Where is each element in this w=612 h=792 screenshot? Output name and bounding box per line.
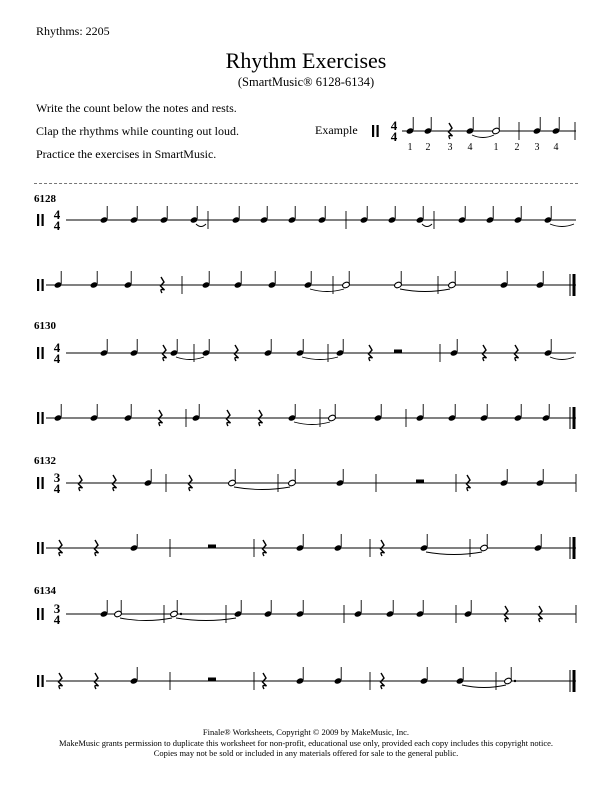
tie	[310, 289, 344, 292]
count-label-6: 2	[514, 142, 520, 153]
page-subtitle: (SmartMusic® 6128-6134)	[237, 75, 375, 89]
time-signature-bottom: 4	[53, 218, 61, 233]
count-label-3: 3	[447, 142, 453, 153]
time-signature-bottom: 4	[390, 129, 398, 144]
tie	[294, 422, 330, 425]
percussion-clef	[42, 347, 44, 359]
percussion-clef	[42, 542, 44, 554]
exercise-number-6134: 6134	[34, 585, 56, 597]
count-label-4: 4	[467, 142, 473, 153]
footer-line-3: Copies may not be sold or included in any materials offered for sale to the general public.	[153, 748, 459, 758]
time-signature-top: 4	[53, 340, 61, 355]
half-rest	[208, 545, 216, 549]
percussion-clef	[37, 214, 39, 226]
final-bar-thick	[573, 274, 576, 296]
tie	[196, 224, 206, 227]
augmentation-dot	[514, 680, 516, 682]
example-label: Example	[315, 123, 358, 137]
count-label-2: 2	[425, 142, 431, 153]
half-rest	[208, 678, 216, 682]
tie	[472, 135, 494, 138]
exercise-number-6130: 6130	[34, 320, 56, 332]
time-signature-bottom: 4	[53, 351, 61, 366]
percussion-clef	[372, 125, 374, 137]
tie	[426, 552, 482, 555]
final-bar-thick	[573, 670, 576, 692]
count-label-8: 4	[553, 142, 559, 153]
tie	[176, 357, 204, 360]
footer-line-2: MakeMusic grants permission to duplicate this worksheet for non-profit, educational use only, provided each copy includes this copyright notice.	[59, 737, 553, 748]
final-bar-thick	[573, 537, 576, 559]
tie	[422, 224, 432, 227]
augmentation-dot	[180, 613, 182, 615]
instruction-3: Practice the exercises in SmartMusic.	[36, 147, 217, 161]
worksheet-code: Rhythms: 2205	[36, 24, 110, 38]
exercise-number-6132: 6132	[34, 455, 56, 467]
time-signature-top: 3	[53, 470, 61, 485]
instruction-2: Clap the rhythms while counting out loud.	[36, 124, 239, 138]
count-label-1: 1	[407, 142, 413, 153]
copyright-footer	[0, 727, 612, 759]
tie	[302, 357, 338, 360]
final-bar-thick	[573, 407, 576, 429]
tie	[550, 357, 574, 360]
percussion-clef	[37, 477, 39, 489]
percussion-clef	[42, 412, 44, 424]
percussion-clef	[37, 608, 39, 620]
tie	[234, 487, 290, 490]
percussion-clef	[42, 608, 44, 620]
instruction-1: Write the count below the notes and rests.	[36, 101, 237, 115]
half-rest	[394, 350, 402, 354]
footer-line-1: Finale® Worksheets, Copyright © 2009 by MakeMusic, Inc.	[202, 727, 410, 737]
tie	[176, 618, 236, 621]
percussion-clef	[42, 279, 44, 291]
percussion-clef	[42, 477, 44, 489]
percussion-clef	[37, 279, 39, 291]
percussion-clef	[37, 347, 39, 359]
tie	[462, 685, 506, 688]
page-title: Rhythm Exercises	[225, 48, 387, 73]
exercise-number-6128: 6128	[34, 193, 56, 205]
time-signature-bottom: 4	[53, 612, 61, 627]
count-label-7: 3	[534, 142, 540, 153]
percussion-clef	[37, 412, 39, 424]
percussion-clef	[377, 125, 379, 137]
percussion-clef	[42, 214, 44, 226]
tie	[400, 289, 450, 292]
percussion-clef	[37, 675, 39, 687]
half-rest	[416, 480, 424, 484]
time-signature-top: 4	[390, 118, 398, 133]
time-signature-top: 3	[53, 601, 61, 616]
count-label-5: 1	[493, 142, 499, 153]
percussion-clef	[37, 542, 39, 554]
time-signature-top: 4	[53, 207, 61, 222]
tie	[550, 224, 574, 227]
percussion-clef	[42, 675, 44, 687]
time-signature-bottom: 4	[53, 481, 61, 496]
